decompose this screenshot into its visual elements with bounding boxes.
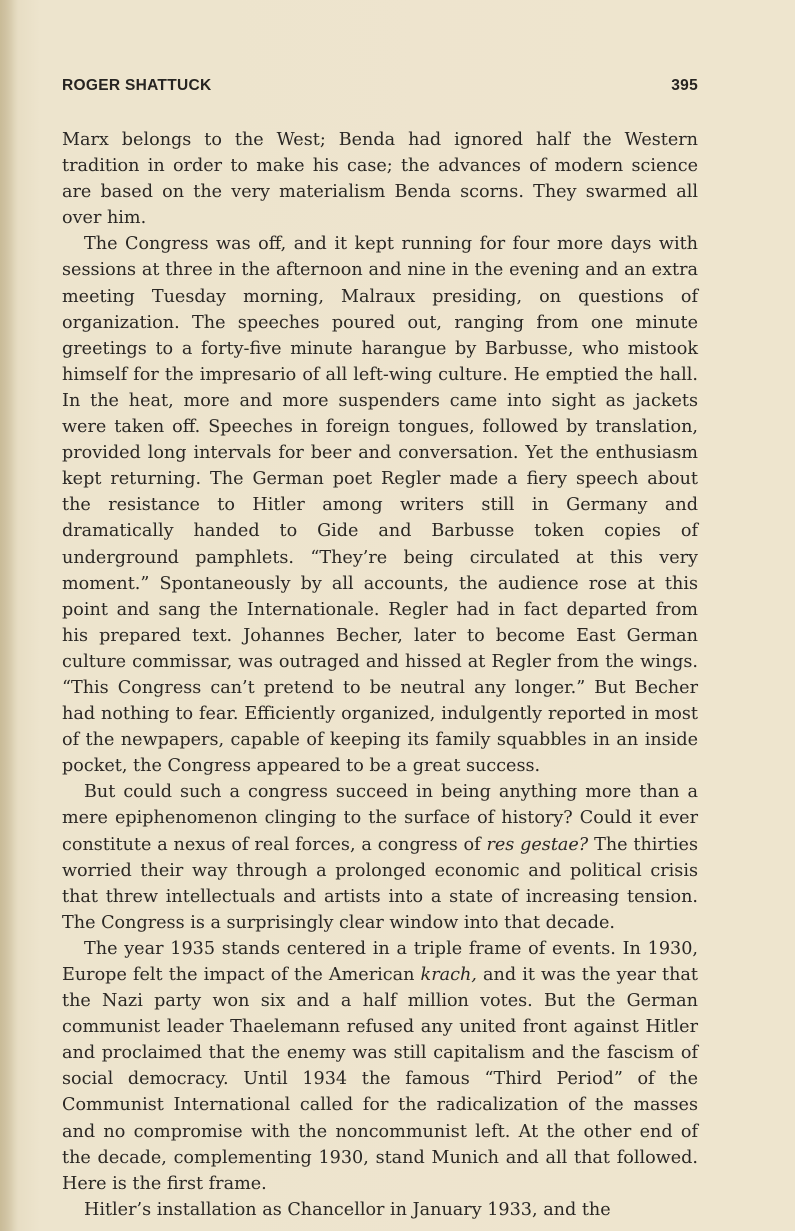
paragraph-3 xyxy=(62,779,698,936)
body-text xyxy=(62,127,698,1223)
italic-phrase-res-gestae: res gestae? xyxy=(486,834,589,855)
paragraph-1: Marx belongs to the West; Benda had ignored half the Western tradition in order to make his case; the advances of modern science are based on the very materialism Benda scorns. They swarmed all over him. xyxy=(62,130,698,229)
paragraph-4 xyxy=(62,936,698,1197)
paragraph-4-text-after: and it was the year that the Nazi party won six and a half million votes. But the German communist leader Thaelemann refused any united front against Hitler and proclaimed that the enemy was still capitalism and the fascism of social democracy. Until 1934 the famous “Third Period” of the Communist International called for the radicalization of the masses and no compromise with the noncommunist left. At the other end of the decade, complementing 1930, stand Munich and all that followed. Here is the first frame. xyxy=(62,965,698,1194)
page-number: 395 xyxy=(671,77,698,94)
page-gutter-shadow xyxy=(0,0,18,1231)
paragraph-2: The Congress was off, and it kept running for four more days with sessions at three in the afternoon and nine in the evening and an extra meeting Tuesday morning, Malraux presiding, on questions of organization. The speeches poured out, ranging from one minute greetings to a forty-five minute harangue by Barbusse, who mistook himself for the impresario of all left-wing culture. He emptied the hall. In the heat, more and more suspenders came into sight as jackets were taken off. Speeches in foreign tongues, followed by translation, provided long intervals for beer and conversation. Yet the enthusiasm kept returning. The German poet Regler made a fiery speech about the resistance to Hitler among writers still in Germany and dramatically handed to Gide and Barbusse token copies of underground pamphlets. “They’re being circulated at this very moment.” Spontaneously by all accounts, the audience rose at this point and sang the Internationale. Regler had in fact departed from his prepared text. Johannes Becher, later to become East German culture commissar, was outraged and hissed at Regler from the wings. “This Congress can’t pretend to be neutral any longer.” But Becher had nothing to fear. Efficiently organized, indulgently reported in most of the newpapers, capable of keeping its family squabbles in an inside pocket, the Congress appeared to be a great success. xyxy=(62,234,698,777)
paragraph-3-text-before: But could such a congress succeed in being anything more than a mere epiphenomenon clinging to the surface of history? Could it ever constitute a nexus of real forces, a congress of xyxy=(62,782,698,855)
paragraph-4-text-before: The year 1935 stands centered in a triple frame of events. In 1930, Europe felt the impact of the American xyxy=(62,938,698,985)
running-header xyxy=(62,77,698,97)
paragraph-5: Hitler’s installation as Chancellor in January 1933, and the xyxy=(84,1199,611,1220)
paragraph-3-text-after: The thirties worried their way through a prolonged economic and political crisis that threw intellectuals and artists into a state of increasing tension. The Congress is a surprisingly clear window into that decade. xyxy=(62,834,698,933)
running-header-author: ROGER SHATTUCK xyxy=(62,77,212,94)
italic-word-krach: krach, xyxy=(420,965,477,985)
